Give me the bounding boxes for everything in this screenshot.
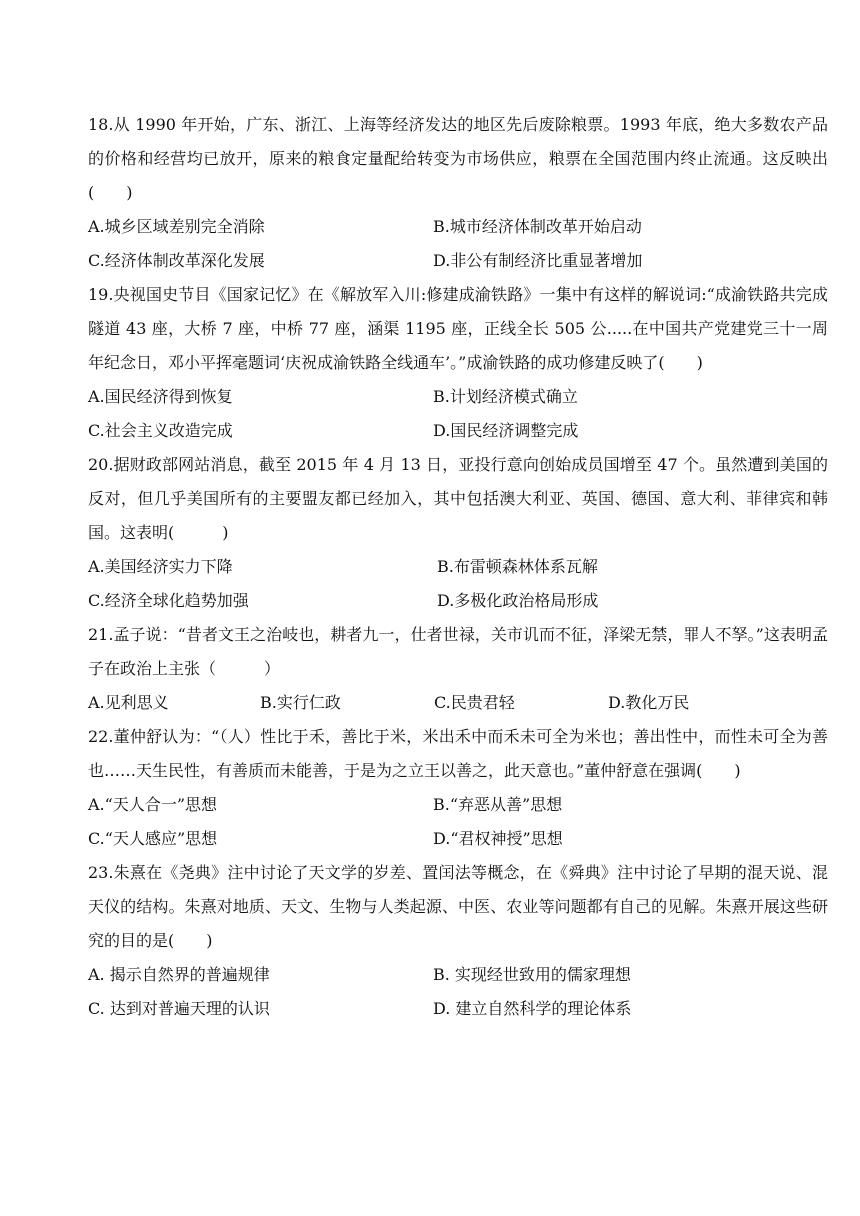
option-a[interactable]: A.“天人合一”思想 (88, 795, 218, 814)
option-c[interactable]: C.民贵君轻 (434, 693, 515, 712)
option-b[interactable]: B.布雷顿森林体系瓦解 (437, 557, 598, 576)
option-list (88, 380, 828, 448)
option-d[interactable]: D.非公有制经济比重显著增加 (433, 251, 643, 270)
option-b[interactable]: B.实行仁政 (260, 693, 341, 712)
exam-page (88, 108, 828, 1026)
question-stem: 21.孟子说：“昔者文王之治岐也，耕者九一，仕者世禄，关市讥而不征，泽梁无禁，罪人不孥。”这表明孟子在政治上主张（ ） (88, 625, 828, 678)
question-19 (88, 278, 828, 448)
option-d[interactable]: D.国民经济调整完成 (433, 421, 579, 440)
question-21 (88, 618, 828, 720)
question-stem: 23.朱熹在《尧典》注中讨论了天文学的岁差、置闰法等概念，在《舜典》注中讨论了早期的混天说、混天仪的结构。朱熹对地质、天文、生物与人类起源、中医、农业等问题都有自己的见解。朱熹开展这些研究的目的是( ) (88, 863, 828, 950)
option-c[interactable]: C.“天人感应”思想 (88, 829, 218, 848)
option-list (88, 550, 828, 618)
option-d[interactable]: D. 建立自然科学的理论体系 (433, 999, 632, 1018)
option-list (88, 788, 828, 856)
option-b[interactable]: B. 实现经世致用的儒家理想 (433, 965, 631, 984)
option-list (88, 958, 828, 1026)
option-d[interactable]: D.“君权神授”思想 (433, 829, 563, 848)
option-c[interactable]: C.经济全球化趋势加强 (88, 591, 249, 610)
option-a[interactable]: A.美国经济实力下降 (88, 557, 233, 576)
option-list (88, 210, 828, 278)
question-18 (88, 108, 828, 278)
option-d[interactable]: D.教化万民 (608, 693, 690, 712)
question-stem: 22.董仲舒认为：“（人）性比于禾，善比于米，米出禾中而禾未可全为米也；善出性中，而性未可全为善也……天生民性，有善质而未能善，于是为之立王以善之，此天意也。”董仲舒意在强调( ) (88, 727, 828, 780)
option-a[interactable]: A.城乡区域差别完全消除 (88, 217, 265, 236)
option-a[interactable]: A.见利思义 (88, 693, 169, 712)
option-d[interactable]: D.多极化政治格局形成 (437, 591, 599, 610)
question-23 (88, 856, 828, 1026)
question-stem: 20.据财政部网站消息，截至 2015 年 4 月 13 日，亚投行意向创始成员国增至 47 个。虽然遭到美国的反对，但几乎美国所有的主要盟友都已经加入，其中包括澳大利亚、英国、德国、意大利、菲律宾和韩国。这表明( ) (88, 455, 828, 542)
question-stem: 19.央视国史节目《国家记忆》在《解放军入川:修建成渝铁路》一集中有这样的解说词:“成渝铁路共完成隧道 43 座，大桥 7 座，中桥 77 座，涵渠 1195 座，正线全长 505 公.....在中国共产党建党三十一周年纪念日，邓小平挥毫题词‘庆祝成渝铁路全线通车’。”成渝铁路的成功修建反映了( ) (88, 285, 828, 372)
question-20 (88, 448, 828, 618)
question-stem: 18.从 1990 年开始，广东、浙江、上海等经济发达的地区先后废除粮票。1993 年底，绝大多数农产品的价格和经营均已放开，原来的粮食定量配给转变为市场供应，粮票在全国范围内终止流通。这反映出( ) (88, 115, 828, 202)
option-a[interactable]: A. 揭示自然界的普遍规律 (88, 965, 270, 984)
option-c[interactable]: C.经济体制改革深化发展 (88, 251, 265, 270)
question-22 (88, 720, 828, 856)
option-a[interactable]: A.国民经济得到恢复 (88, 387, 233, 406)
option-c[interactable]: C.社会主义改造完成 (88, 421, 233, 440)
option-b[interactable]: B.城市经济体制改革开始启动 (433, 217, 642, 236)
option-b[interactable]: B.计划经济模式确立 (433, 387, 578, 406)
option-b[interactable]: B.“弃恶从善”思想 (433, 795, 563, 814)
option-list (88, 686, 828, 720)
option-c[interactable]: C. 达到对普遍天理的认识 (88, 999, 270, 1018)
